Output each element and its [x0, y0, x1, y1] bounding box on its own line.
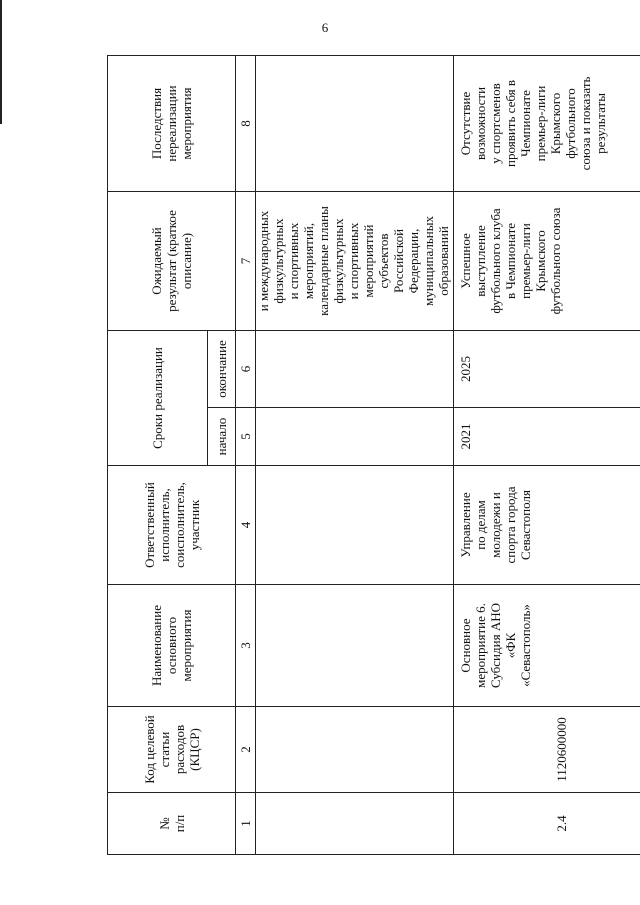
column-number: 8	[236, 55, 256, 191]
page-number: 6	[321, 20, 329, 35]
header-code: Код целевой статьи расходов (КЦСР)	[108, 707, 236, 793]
header-end: окончание	[208, 330, 236, 407]
row-start	[256, 408, 454, 466]
row-end: 2025	[454, 330, 640, 407]
column-number: 5	[236, 408, 256, 466]
header-name: Наименование основного мероприятия	[108, 585, 236, 707]
table-row	[454, 55, 640, 854]
row-result: Успешное выступление футбольного клуба в Чемпионате премьер-лиги Крымского футбольного союза	[454, 191, 640, 330]
landscape-table-container	[107, 56, 606, 855]
row-name: Основное мероприятие 6. Субсидия АНО «ФК «Севастополь»	[454, 585, 640, 707]
row-executor	[256, 466, 454, 585]
row-consequence: Отсутствие возможности у спортсменов проявить себя в Чемпионате премьер-лиги Крымского футбольного союза и показать результаты	[454, 55, 640, 191]
row-code: 1120600000	[454, 707, 640, 793]
header-executor: Ответственный исполнитель, соисполнитель, участник	[108, 466, 236, 585]
header-consequence: Последствия нереализации мероприятия	[108, 55, 236, 191]
row-end	[256, 330, 454, 407]
scan-edge-line	[0, 0, 2, 124]
row-start: 2021	[454, 408, 640, 466]
column-number: 2	[236, 707, 256, 793]
header-result: Ожидаемый результат (краткое описание)	[108, 191, 236, 330]
row-number	[256, 793, 454, 855]
table-row	[256, 55, 454, 854]
row-code	[256, 707, 454, 793]
row-executor: Управление по делам молодежи и спорта города Севастополя	[454, 466, 640, 585]
column-number: 4	[236, 466, 256, 585]
rotated-table-area	[107, 56, 606, 855]
header-number: № п/п	[108, 793, 236, 855]
column-number: 7	[236, 191, 256, 330]
column-number: 1	[236, 793, 256, 855]
row-result: и международных физкультурных и спортивных мероприятий, календарные планы физкультурных и спортивных мероприятий субъектов Российской Федерации, муниципальных образований	[256, 191, 454, 330]
column-number: 3	[236, 585, 256, 707]
column-number-row	[236, 55, 256, 854]
row-name	[256, 585, 454, 707]
row-consequence	[256, 55, 454, 191]
header-start: начало	[208, 408, 236, 466]
measures-table	[107, 55, 640, 855]
header-terms: Сроки реализации	[108, 330, 208, 465]
column-number: 6	[236, 330, 256, 407]
row-number: 2.4	[454, 793, 640, 855]
